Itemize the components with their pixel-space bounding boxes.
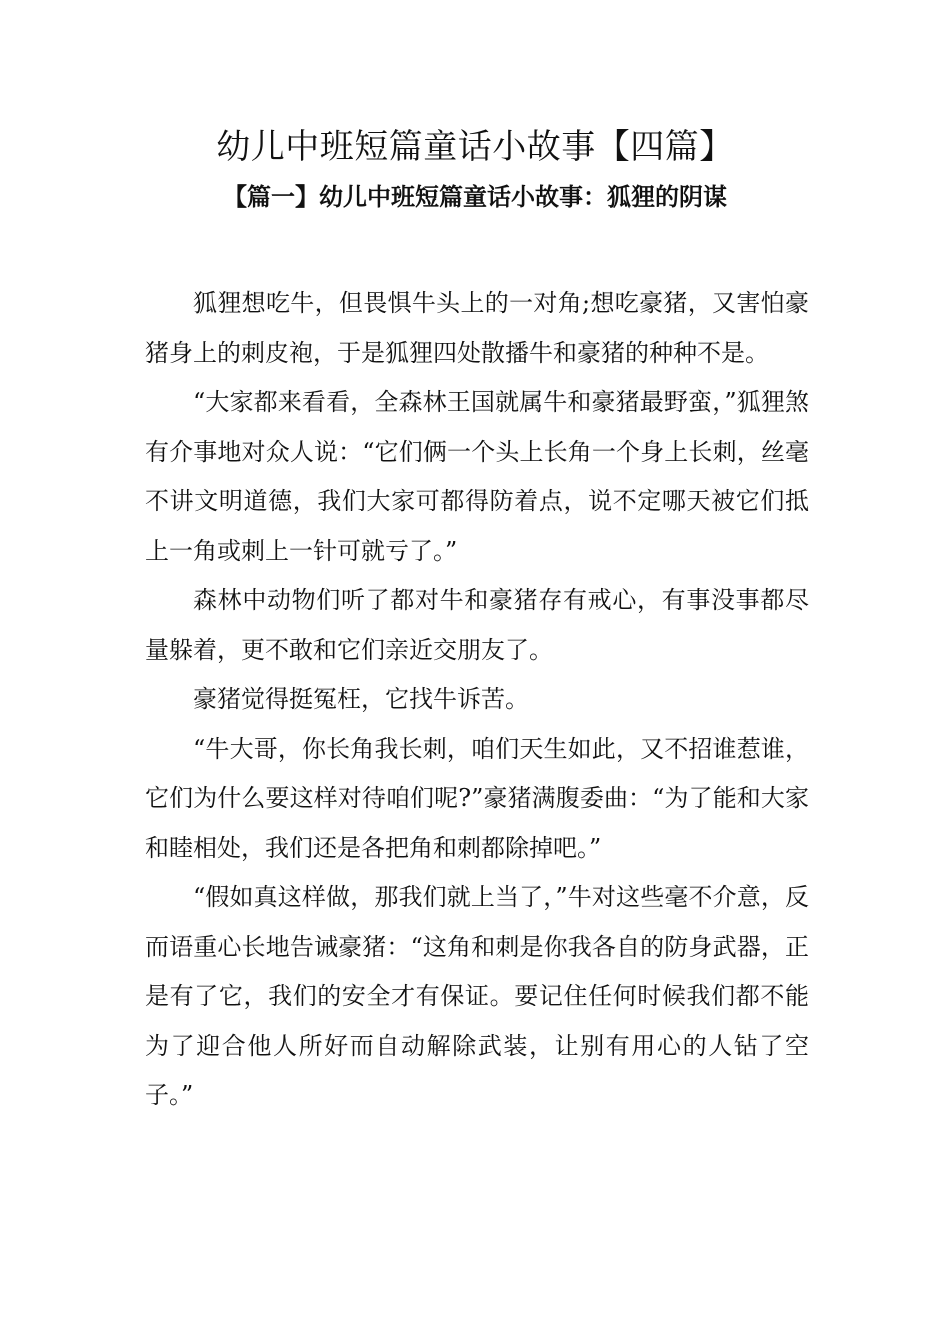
- document-title: 幼儿中班短篇童话小故事【四篇】: [216, 127, 734, 167]
- paragraph: 森林中动物们听了都对牛和豪猪存有戒心，有事没事都尽量躲着，更不敢和它们亲近交朋友了。: [145, 586, 809, 664]
- paragraph: “假如真这样做，那我们就上当了，”牛对这些毫不介意，反而语重心长地告诫豪猪：“这角和刺是你我各自的防身武器，正是有了它，我们的安全才有保证。要记住任何时候我们都不能为了迎合他人所好而自动解除武装，让别有用心的人钻了空子。”: [145, 883, 809, 1109]
- paragraph: “牛大哥，你长角我长刺，咱们天生如此，又不招谁惹谁，它们为什么要这样对待咱们呢?”豪猪满腹委曲：“为了能和大家和睦相处，我们还是各把角和刺都除掉吧。”: [145, 734, 809, 862]
- section-heading: 【篇一】幼儿中班短篇童话小故事：狐狸的阴谋: [223, 182, 727, 211]
- story-body: [145, 279, 809, 1121]
- paragraph: 狐狸想吃牛，但畏惧牛头上的一对角;想吃豪猪，又害怕豪猪身上的刺皮袍，于是狐狸四处散播牛和豪猪的种种不是。: [145, 289, 809, 367]
- paragraph: 豪猪觉得挺冤枉，它找牛诉苦。: [193, 685, 529, 713]
- paragraph: “大家都来看看，全森林王国就属牛和豪猪最野蛮，”狐狸煞有介事地对众人说：“它们俩一个头上长角一个身上长刺，丝毫不讲文明道德，我们大家可都得防着点，说不定哪天被它们抵上一角或刺上一针可就亏了。”: [145, 388, 809, 565]
